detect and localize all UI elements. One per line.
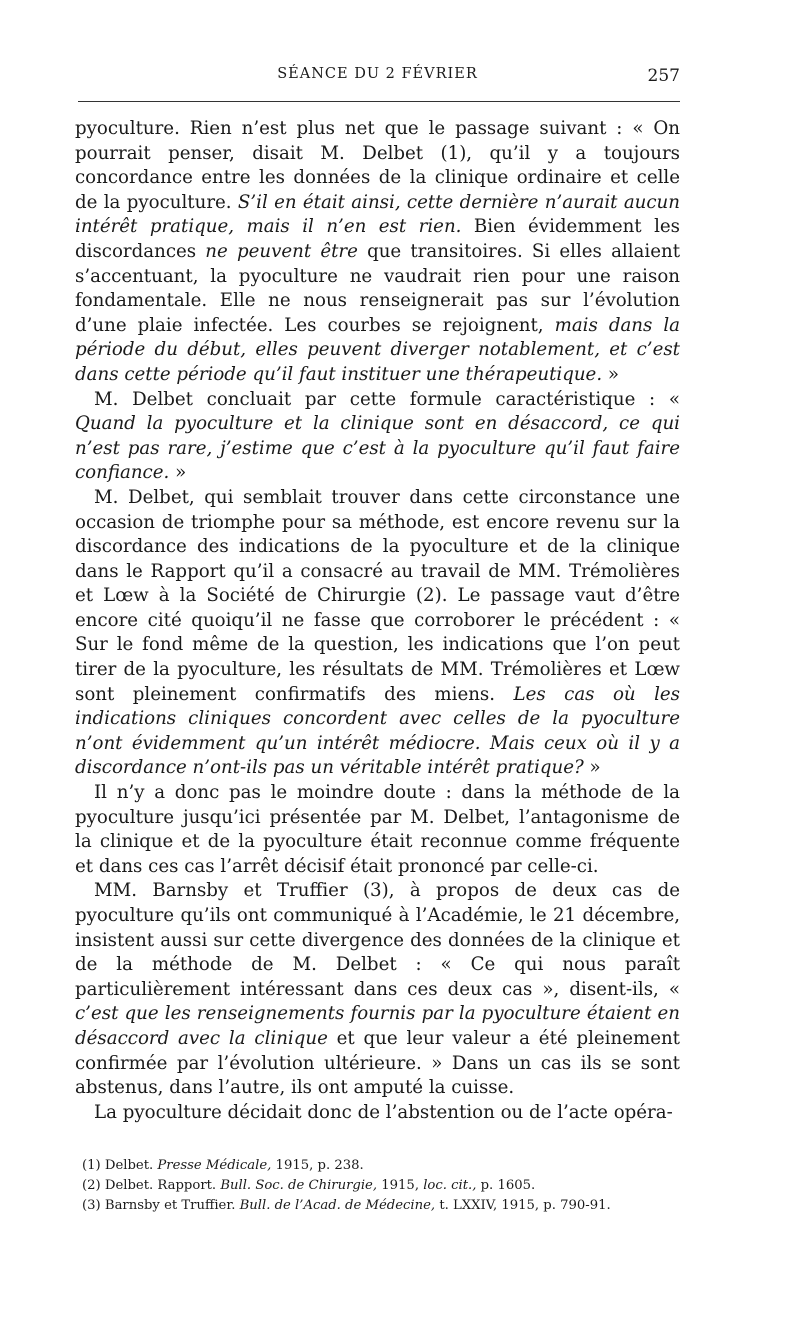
running-header bbox=[75, 58, 680, 88]
paragraph-4: Il n’y a donc pas le moindre doute : dans la méthode de la pyoculture jusqu’ici présentée par M. Delbet, l’antagonisme de la clinique et de la pyoculture était reconnue comme fréquente et dans ces cas l’arrêt décisif était prononcé par celle-ci. bbox=[75, 782, 680, 877]
header-rule bbox=[78, 101, 680, 102]
footnote-3: (3) Barnsby et Truffier. Bull. de l’Acad. de Médecine, t. LXXIV, 1915, p. 790-91. bbox=[82, 1198, 611, 1213]
footnotes bbox=[82, 1156, 682, 1216]
footnote-1: (1) Delbet. Presse Médicale, 1915, p. 238. bbox=[82, 1158, 364, 1173]
paragraph-2: M. Delbet concluait par cette formule caractéristique : « Quand la pyoculture et la clinique sont en désaccord, ce qui n’est pas rare, j’estime que c’est à la pyoculture qu’il faut faire confiance. » bbox=[75, 388, 680, 484]
running-title: SÉANCE DU 2 FÉVRIER bbox=[277, 66, 478, 82]
body-text bbox=[75, 117, 680, 1125]
page-number: 257 bbox=[647, 66, 680, 86]
paragraph-6: La pyoculture décidait donc de l’abstention ou de l’acte opéra- bbox=[94, 1101, 673, 1123]
paragraph-3: M. Delbet, qui semblait trouver dans cette circonstance une occasion de triomphe pour sa méthode, est encore revenu sur la discordance des indications de la pyoculture et de la clinique dans le Rapport qu’il a consacré au travail de MM. Trémolières et Lœw à la Société de Chirurgie (2). Le passage vaut d’être encore cité quoiqu’il ne fasse que corroborer le précédent : « Sur le fond même de la question, les indications que l’on peut tirer de la pyoculture, les résultats de MM. Trémolières et Lœw sont pleinement confirmatifs des miens. Les cas où les indications cliniques concordent avec celles de la pyoculture n’ont évidemment qu’un intérêt médiocre. Mais ceux où il y a discordance n’ont-ils pas un véritable intérêt pratique? » bbox=[75, 486, 680, 779]
paragraph-5: MM. Barnsby et Truffier (3), à propos de deux cas de pyoculture qu’ils ont communiqué à l’Académie, le 21 décembre, insistent aussi sur cette divergence des données de la clinique et de la méthode de M. Delbet : « Ce qui nous paraît particulièrement intéressant dans ces deux cas », disent-ils, « c’est que les renseignements fournis par la pyoculture étaient en désaccord avec la clinique et que leur valeur a été pleinement confirmée par l’évolution ultérieure. » Dans un cas ils se sont abstenus, dans l’autre, ils ont amputé la cuisse. bbox=[75, 880, 680, 1099]
paragraph-1: pyoculture. Rien n’est plus net que le passage suivant : « On pourrait penser, disait M. Delbet (1), qu’il y a toujours concordance entre les données de la clinique ordinaire et celle de la pyoculture. S’il en était ainsi, cette dernière n’aurait aucun intérêt pratique, mais il n’en est rien. Bien évidemment les discordances ne peuvent être que transitoires. Si elles allaient s’accentuant, la pyoculture ne vaudrait rien pour une raison fondamentale. Elle ne nous renseignerait pas sur l’évolution d’une plaie infectée. Les courbes se rejoignent, mais dans la période du début, elles peuvent diverger notablement, et c’est dans cette période qu’il faut instituer une thérapeutique. » bbox=[75, 118, 681, 385]
footnote-2: (2) Delbet. Rapport. Bull. Soc. de Chirurgie, 1915, loc. cit., p. 1605. bbox=[82, 1178, 536, 1193]
